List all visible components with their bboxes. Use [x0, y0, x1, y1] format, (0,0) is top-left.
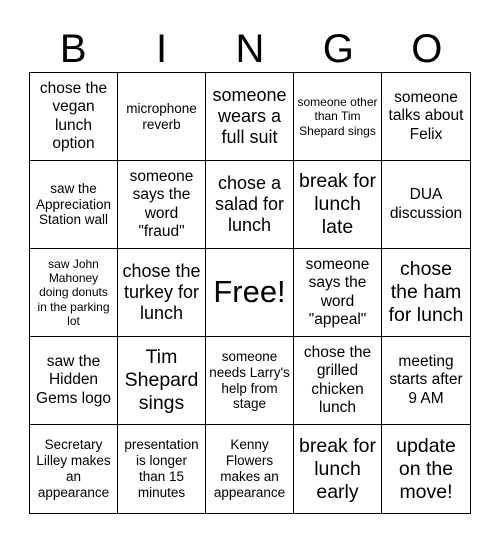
bingo-cell-8[interactable]: chose a salad for lunch	[206, 161, 294, 249]
bingo-cell-24[interactable]: break for lunch early	[294, 425, 382, 513]
bingo-cell-9[interactable]: break for lunch late	[294, 161, 382, 249]
bingo-cell-3[interactable]: someone wears a full suit	[206, 73, 294, 161]
bingo-cell-14[interactable]: someone says the word "appeal"	[294, 249, 382, 337]
bingo-header	[29, 26, 471, 72]
header-letter-g: G	[322, 26, 354, 71]
bingo-cell-10[interactable]: DUA discussion	[382, 161, 470, 249]
bingo-board	[29, 72, 471, 514]
bingo-cell-21[interactable]: Secretary Lilley makes an appearance	[30, 425, 118, 513]
bingo-cell-15[interactable]: chose the ham for lunch	[382, 249, 470, 337]
bingo-cell-7[interactable]: someone says the word "fraud"	[118, 161, 206, 249]
header-letter-i: I	[156, 26, 168, 71]
bingo-cell-23[interactable]: Kenny Flowers makes an appearance	[206, 425, 294, 513]
bingo-cell-4[interactable]: someone other than Tim Shepard sings	[294, 73, 382, 161]
bingo-cell-12[interactable]: chose the turkey for lunch	[118, 249, 206, 337]
free-space[interactable]: Free!	[206, 249, 294, 337]
bingo-cell-19[interactable]: chose the grilled chicken lunch	[294, 337, 382, 425]
bingo-cell-5[interactable]: someone talks about Felix	[382, 73, 470, 161]
bingo-cell-11[interactable]: saw John Mahoney doing donuts in the parking lot	[30, 249, 118, 337]
bingo-cell-1[interactable]: chose the vegan lunch option	[30, 73, 118, 161]
bingo-cell-25[interactable]: update on the move!	[396, 434, 456, 503]
bingo-cell-18[interactable]: someone needs Larry's help from stage	[206, 337, 294, 425]
bingo-cell-16[interactable]: saw the Hidden Gems logo	[30, 337, 118, 425]
header-letter-b: B	[59, 26, 87, 71]
bingo-cell-22[interactable]: presentation is longer than 15 minutes	[118, 425, 206, 513]
bingo-cell-20[interactable]: meeting starts after 9 AM	[382, 337, 470, 425]
header-letter-o: O	[411, 26, 443, 71]
bingo-cell-6[interactable]: saw the Appreciation Station wall	[30, 161, 118, 249]
header-letter-n: N	[235, 26, 265, 71]
bingo-cell-2[interactable]: microphone reverb	[118, 73, 206, 161]
bingo-cell-17[interactable]: Tim Shepard sings	[118, 337, 206, 425]
